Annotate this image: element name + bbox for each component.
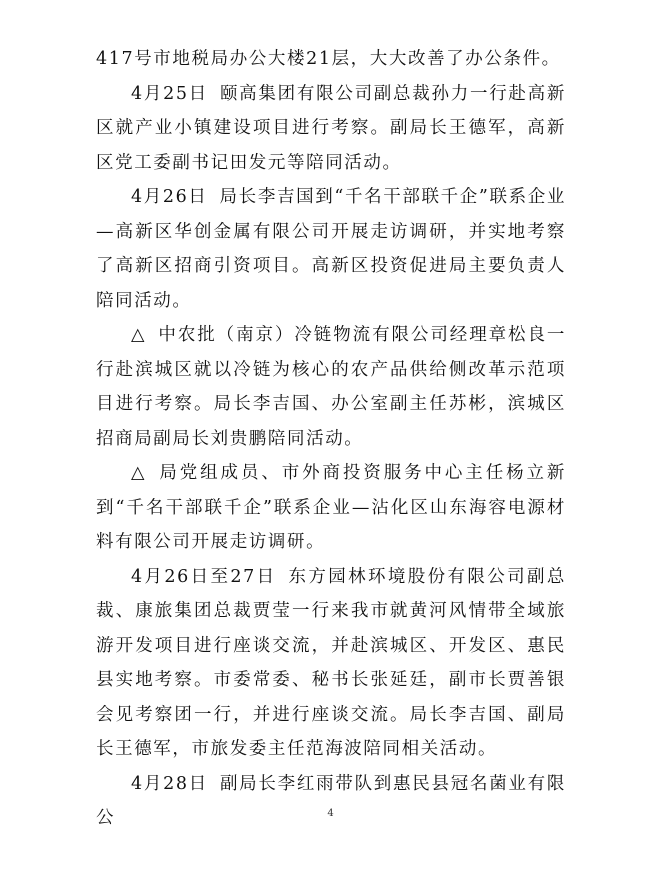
paragraph-5 bbox=[96, 456, 566, 560]
paragraph-6-text: 东方园林环境股份有限公司副总裁、康旅集团总裁贾莹一行来我市就黄河风情带全域旅游开发项目进行座谈交流，并赴滨城区、开发区、惠民县实地考察。市委常委、秘书长张延廷，副市长贾善银会见考察团一行，并进行座谈交流。局长李吉国、副局长王德军，市旅发委主任范海波陪同相关活动。 bbox=[96, 566, 566, 759]
paragraph-4-text: 中农批（南京）冷链物流有限公司经理章松良一行赴滨城区就以冷链为核心的农产品供给侧改革示范项目进行考察。局长李吉国、办公室副主任苏彬，滨城区招商局副局长刘贵鹏陪同活动。 bbox=[96, 325, 566, 449]
paragraph-7-text: 副局长李红雨带队到惠民县冠名菌业有限公 bbox=[96, 773, 566, 828]
paragraph-6-date: 4月26日至27日 bbox=[131, 566, 277, 587]
paragraph-2-text: 颐高集团有限公司副总裁孙力一行赴高新区就产业小镇建设项目进行考察。副局长王德军，高新区党工委副书记田发元等陪同活动。 bbox=[96, 83, 566, 173]
paragraph-7 bbox=[96, 767, 566, 836]
page-number: 4 bbox=[327, 808, 334, 819]
paragraph-3-text: 局长李吉国到“千名干部联千企”联系企业—高新区华创金属有限公司开展走访调研，并实地考察了高新区招商引资项目。高新区投资促进局主要负责人陪同活动。 bbox=[96, 187, 566, 311]
paragraph-2 bbox=[96, 77, 566, 181]
paragraph-7-date: 4月28日 bbox=[131, 773, 208, 794]
paragraph-3-date: 4月26日 bbox=[131, 187, 208, 207]
paragraph-5-marker: △ bbox=[131, 463, 148, 483]
paragraph-1 bbox=[96, 42, 566, 77]
paragraph-1-text: 417号市地税局办公大楼21层，大大改善了办公条件。 bbox=[96, 49, 561, 69]
paragraph-6 bbox=[96, 560, 566, 767]
paragraph-2-date: 4月25日 bbox=[131, 83, 208, 104]
document-body bbox=[96, 42, 566, 836]
paragraph-4-marker: △ bbox=[131, 325, 147, 345]
paragraph-4 bbox=[96, 318, 566, 456]
paragraph-3 bbox=[96, 180, 566, 318]
paragraph-5-text: 局党组成员、市外商投资服务中心主任杨立新到“千名干部联千企”联系企业—沾化区山东海容电源材料有限公司开展走访调研。 bbox=[96, 463, 566, 552]
